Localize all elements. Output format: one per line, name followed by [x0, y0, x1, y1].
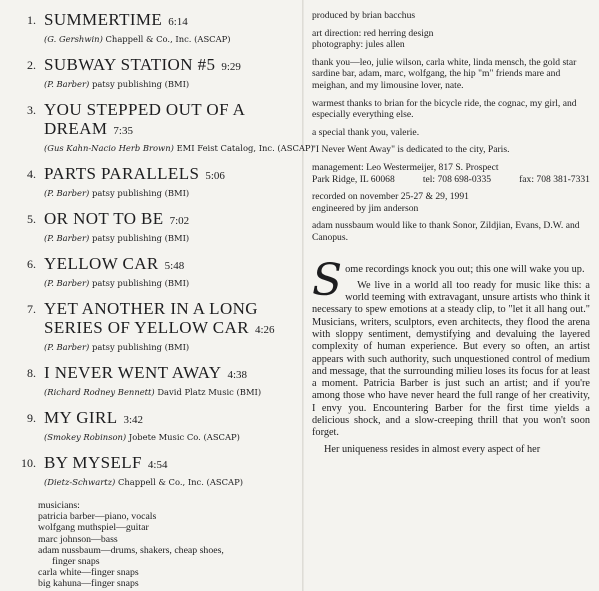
track-number: 5. [27, 212, 36, 226]
essay-opening: ome recordings knock you out; this one will wake you up. [345, 263, 585, 275]
credits-column [312, 10, 590, 460]
producer-credit: produced by brian bacchus [312, 10, 416, 21]
recording-date: recorded on november 25-27 & 29, 1991 [312, 191, 469, 203]
track-number: 6. [27, 257, 36, 271]
track-number: 10. [21, 456, 36, 470]
special-thanks-text: a special thank you, valerie. [312, 126, 420, 138]
track-title-line: YET ANOTHER IN A LONG [44, 299, 258, 318]
track-time: 3:42 [123, 414, 144, 426]
track-publisher: patsy publishing (BMI) [91, 278, 190, 288]
management-fax: fax: 708 381-7331 [519, 173, 590, 185]
track-publisher: patsy publishing (BMI) [91, 79, 190, 89]
track-number: 4. [27, 167, 36, 181]
track-publisher: Chappell & Co., Inc. (ASCAP) [117, 477, 243, 487]
thank-you-text: thank you—leo, julie wilson, carla white, linda mensch, the gold star sardine bar, adam, marc, wolfgang, the hip "m" friends mare and meighan, and my limousine lover, nate. [312, 56, 577, 91]
musician-line: adam nussbaum—drums, shakers, cheap shoes, [38, 544, 224, 556]
track-publisher: patsy publishing (BMI) [91, 233, 190, 243]
musician-line: marc johnson—bass [38, 533, 118, 545]
track-time: 9:29 [221, 61, 241, 73]
track-item [14, 10, 298, 45]
warmest-thanks-text: warmest thanks to brian for the bicycle ride, the cognac, my girl, and especially everything else. [312, 97, 577, 121]
track-item [14, 55, 298, 90]
track-title: SUBWAY STATION #5 [44, 55, 216, 74]
track-composer: (P. Barber) [44, 278, 90, 288]
musicians-heading: musicians: [38, 500, 80, 511]
track-item [14, 100, 314, 154]
track-item [14, 453, 298, 488]
track-title: PARTS PARALLELS [44, 164, 200, 183]
track-title-line: YOU STEPPED OUT OF A [44, 100, 246, 119]
page-fold [302, 0, 304, 591]
track-item [14, 363, 298, 398]
essay-paragraph: Her uniqueness resides in almost every aspect of her [324, 443, 541, 455]
track-composer: (P. Barber) [44, 233, 90, 243]
track-title: SUMMERTIME [44, 10, 163, 29]
track-time: 4:26 [254, 324, 275, 336]
photography-credit: photography: jules allen [312, 39, 405, 51]
musician-line: big kahuna—finger snaps [38, 578, 139, 590]
track-composer: (P. Barber) [44, 79, 90, 89]
engineer-credit: engineered by jim anderson [312, 202, 419, 214]
track-number: 9. [27, 411, 36, 425]
musician-line: wolfgang muthspiel—guitar [38, 522, 149, 534]
track-publisher: David Platz Music (BMI) [157, 387, 262, 397]
track-item [14, 299, 298, 353]
dedication-text: "I Never Went Away" is dedicated to the city, Paris. [312, 144, 510, 156]
essay-paragraph: We live in a world all too ready for music like this: a world teeming with extravagant, unsure artists who think it necessary to spew emotions at a steady clip, to "let it all hang out." Musicians, writers, sculptors, even architects, they flood the arena with sloppy sentiment, demystifying and devaluing the layered complexity of human experience. But every so often, an artist appears with such authority, such unquestioned control of medium and message, that the surrounding milieu loses its focus for at least a moment. Patricia Barber is just such an artist; and if you're among those who have never heard the full range of her creativity, I envy you. Encountering Barber for the first time yields a delicious shock, and a slow-creeping thrill that you won't soon forget. [312, 279, 590, 439]
track-title-line: DREAM [44, 119, 108, 138]
track-title: BY MYSELF [44, 453, 142, 472]
track-time: 7:35 [113, 125, 133, 137]
track-publisher: patsy publishing (BMI) [91, 342, 190, 352]
essay-dropcap: S [312, 254, 343, 306]
track-number: 7. [27, 302, 36, 316]
track-composer: (Smokey Robinson) [44, 432, 127, 442]
track-publisher: Chappell & Co., Inc. (ASCAP) [105, 34, 231, 44]
liner-essay [312, 254, 590, 456]
track-list [14, 10, 314, 590]
musician-line: patricia barber—piano, vocals [38, 511, 157, 523]
musician-line: carla white—finger snaps [38, 567, 139, 579]
track-item [14, 408, 298, 443]
management-line: management: Leo Westermeijer, 817 S. Prospect [312, 161, 499, 173]
track-item [14, 164, 298, 199]
track-publisher: patsy publishing (BMI) [91, 188, 190, 198]
track-number: 3. [27, 103, 36, 117]
management-address: Park Ridge, IL 60068 [312, 173, 395, 185]
track-number: 1. [27, 13, 36, 27]
track-publisher: Jobete Music Co. (ASCAP) [128, 432, 240, 442]
track-item [14, 254, 298, 289]
track-title-line: SERIES OF YELLOW CAR [44, 318, 249, 337]
track-title: MY GIRL [44, 408, 118, 427]
track-title: I NEVER WENT AWAY [44, 363, 222, 382]
track-composer: (Richard Rodney Bennett) [44, 387, 155, 397]
track-composer: (P. Barber) [44, 188, 90, 198]
nussbaum-thanks: adam nussbaum would like to thank Sonor, Zildjian, Evans, D.W. and Canopus. [312, 220, 580, 243]
track-time: 6:14 [168, 16, 188, 28]
track-composer: (Gus Kahn-Nacio Herb Brown) [44, 143, 174, 153]
essay-paragraph [312, 254, 590, 306]
track-item [14, 209, 298, 244]
management-contact [312, 174, 590, 186]
track-number: 2. [27, 58, 36, 72]
musician-line: finger snaps [52, 556, 100, 568]
management-tel: tel: 708 698-0335 [422, 173, 492, 185]
track-number: 8. [27, 366, 36, 380]
track-composer: (G. Gershwin) [44, 34, 103, 44]
track-title: OR NOT TO BE [44, 209, 164, 228]
art-direction-credit: art direction: red herring design [312, 27, 434, 39]
track-title: YELLOW CAR [44, 254, 159, 273]
track-time: 4:38 [227, 369, 248, 381]
track-publisher: EMI Feist Catalog, Inc. (ASCAP) [176, 143, 314, 153]
track-time: 5:48 [164, 260, 185, 272]
musicians-list [38, 500, 298, 590]
track-composer: (P. Barber) [44, 342, 90, 352]
track-composer: (Dietz-Schwartz) [44, 477, 116, 487]
track-time: 4:54 [147, 459, 168, 471]
track-time: 7:02 [169, 215, 190, 227]
track-time: 5:06 [205, 170, 225, 182]
